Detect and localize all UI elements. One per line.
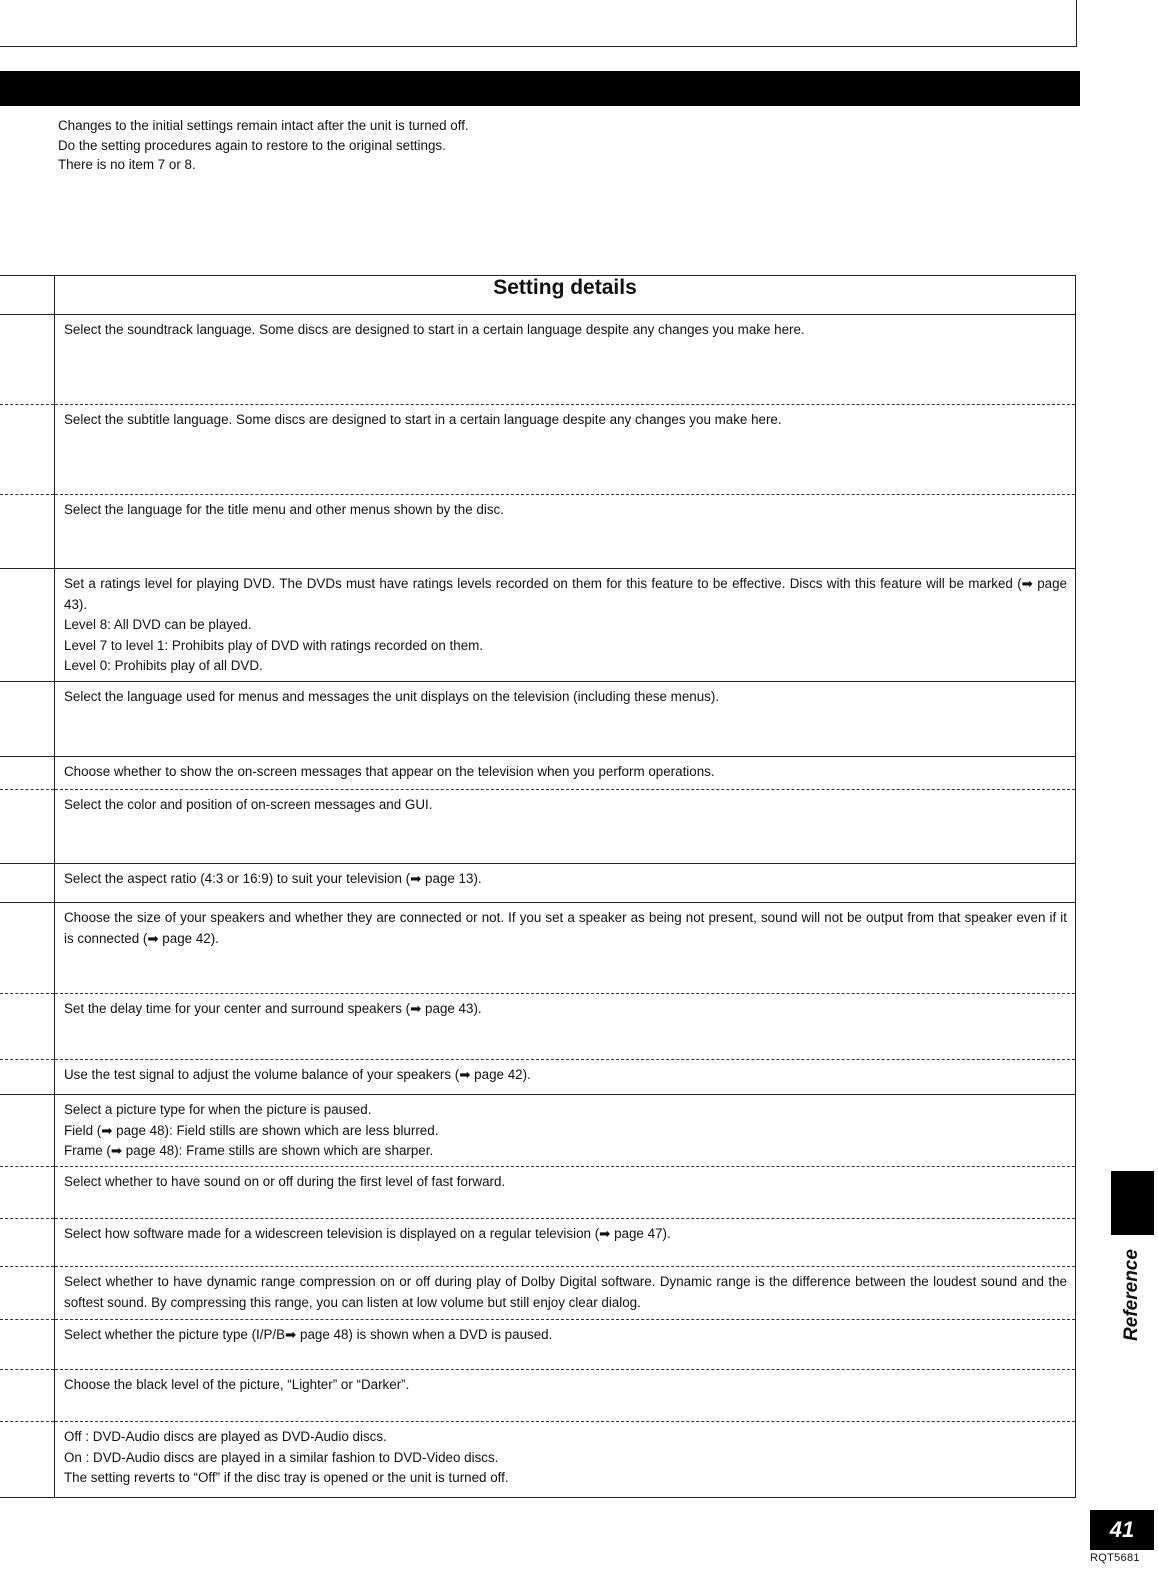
settings-table: [0, 275, 1076, 1498]
row-text: Choose whether to show the on-screen messages that appear on the television when you perform operations.: [64, 764, 715, 779]
row-text: Select whether to have sound on or off during the first level of fast forward.: [64, 1174, 506, 1189]
row-text: On : DVD-Audio discs are played in a similar fashion to DVD-Video discs.: [64, 1449, 499, 1465]
intro-line: There is no item 7 or 8.: [58, 157, 196, 172]
row-text: Field (➡ page 48): Field stills are shown which are less blurred.: [64, 1122, 439, 1138]
row-text: Select whether to have dynamic range compression on or off during play of Dolby Digital software. Dynamic range is the difference between the loudest sound and the softest sound. By compressing this range, you can listen at low volume but still enjoy clear dialog.: [64, 1274, 1067, 1310]
table-row: [0, 1219, 1076, 1267]
row-text: Choose the size of your speakers and whether they are connected or not. If you set a speaker as being not present, sound will not be output from that speaker even if it is connected (➡ page 42).: [64, 910, 1067, 946]
table-row: [0, 1422, 1076, 1498]
row-text: Choose the black level of the picture, “Lighter” or “Darker”.: [64, 1377, 410, 1392]
table-row: [0, 1267, 1076, 1320]
row-text: Select the color and position of on-screen messages and GUI.: [64, 797, 433, 812]
table-row: [0, 1060, 1076, 1095]
table-row: [0, 903, 1076, 994]
row-text: Use the test signal to adjust the volume balance of your speakers (➡ page 42).: [64, 1067, 531, 1082]
document-code: RQT5681: [1090, 1552, 1140, 1564]
intro-notes: [58, 116, 958, 175]
intro-line: Do the setting procedures again to restore to the original settings.: [58, 137, 446, 153]
intro-line: Changes to the initial settings remain intact after the unit is turned off.: [58, 118, 469, 133]
row-text: Select the language for the title menu and other menus shown by the disc.: [64, 502, 504, 517]
section-marker-block: [1111, 1171, 1154, 1235]
table-row: [0, 1167, 1076, 1219]
section-title-bar: [0, 71, 1080, 106]
table-row: [0, 569, 1076, 682]
row-text: Set a ratings level for playing DVD. The DVDs must have ratings levels recorded on them for this feature to be effective. Discs with this feature will be marked (➡ page 43).: [64, 576, 1067, 612]
table-row: [0, 1095, 1076, 1167]
row-text: Select whether the picture type (I/P/B➡ page 48) is shown when a DVD is paused.: [64, 1327, 553, 1342]
table-row: [0, 864, 1076, 903]
row-text: Set the delay time for your center and surround speakers (➡ page 43).: [64, 1001, 482, 1016]
table-row: [0, 315, 1076, 405]
top-frame: [0, 0, 1077, 47]
table-header-row: [0, 276, 1076, 315]
row-text: Select the subtitle language. Some discs are designed to start in a certain language despite any changes you make here.: [64, 412, 782, 427]
row-text: Off : DVD-Audio discs are played as DVD-Audio discs.: [64, 1429, 387, 1444]
table-row: [0, 1370, 1076, 1422]
row-text: Level 0: Prohibits play of all DVD.: [64, 658, 263, 673]
row-text: Select how software made for a widescreen television is displayed on a regular television (➡ page 47).: [64, 1226, 671, 1241]
table-row: [0, 790, 1076, 864]
table-row: [0, 1320, 1076, 1370]
table-row: [0, 994, 1076, 1060]
row-text: Frame (➡ page 48): Frame stills are shown which are sharper.: [64, 1143, 434, 1158]
table-row: [0, 405, 1076, 495]
table-header: Setting details: [55, 276, 1076, 315]
table-header-left: [0, 276, 55, 315]
row-text: Level 7 to level 1: Prohibits play of DVD with ratings recorded on them.: [64, 637, 484, 653]
row-text: Select the soundtrack language. Some discs are designed to start in a certain language despite any changes you make here.: [64, 322, 805, 337]
row-text: The setting reverts to “Off” if the disc tray is opened or the unit is turned off.: [64, 1470, 509, 1485]
row-text: Select the language used for menus and messages the unit displays on the television (including these menus).: [64, 689, 720, 704]
row-text: Select the aspect ratio (4:3 or 16:9) to suit your television (➡ page 13).: [64, 871, 482, 886]
row-text: Level 8: All DVD can be played.: [64, 617, 252, 632]
section-label: Reference: [1121, 1249, 1142, 1341]
row-text: Select a picture type for when the picture is paused.: [64, 1102, 372, 1117]
page-number: 41: [1090, 1510, 1154, 1550]
table-row: [0, 682, 1076, 757]
table-row: [0, 495, 1076, 569]
table-row: [0, 757, 1076, 790]
